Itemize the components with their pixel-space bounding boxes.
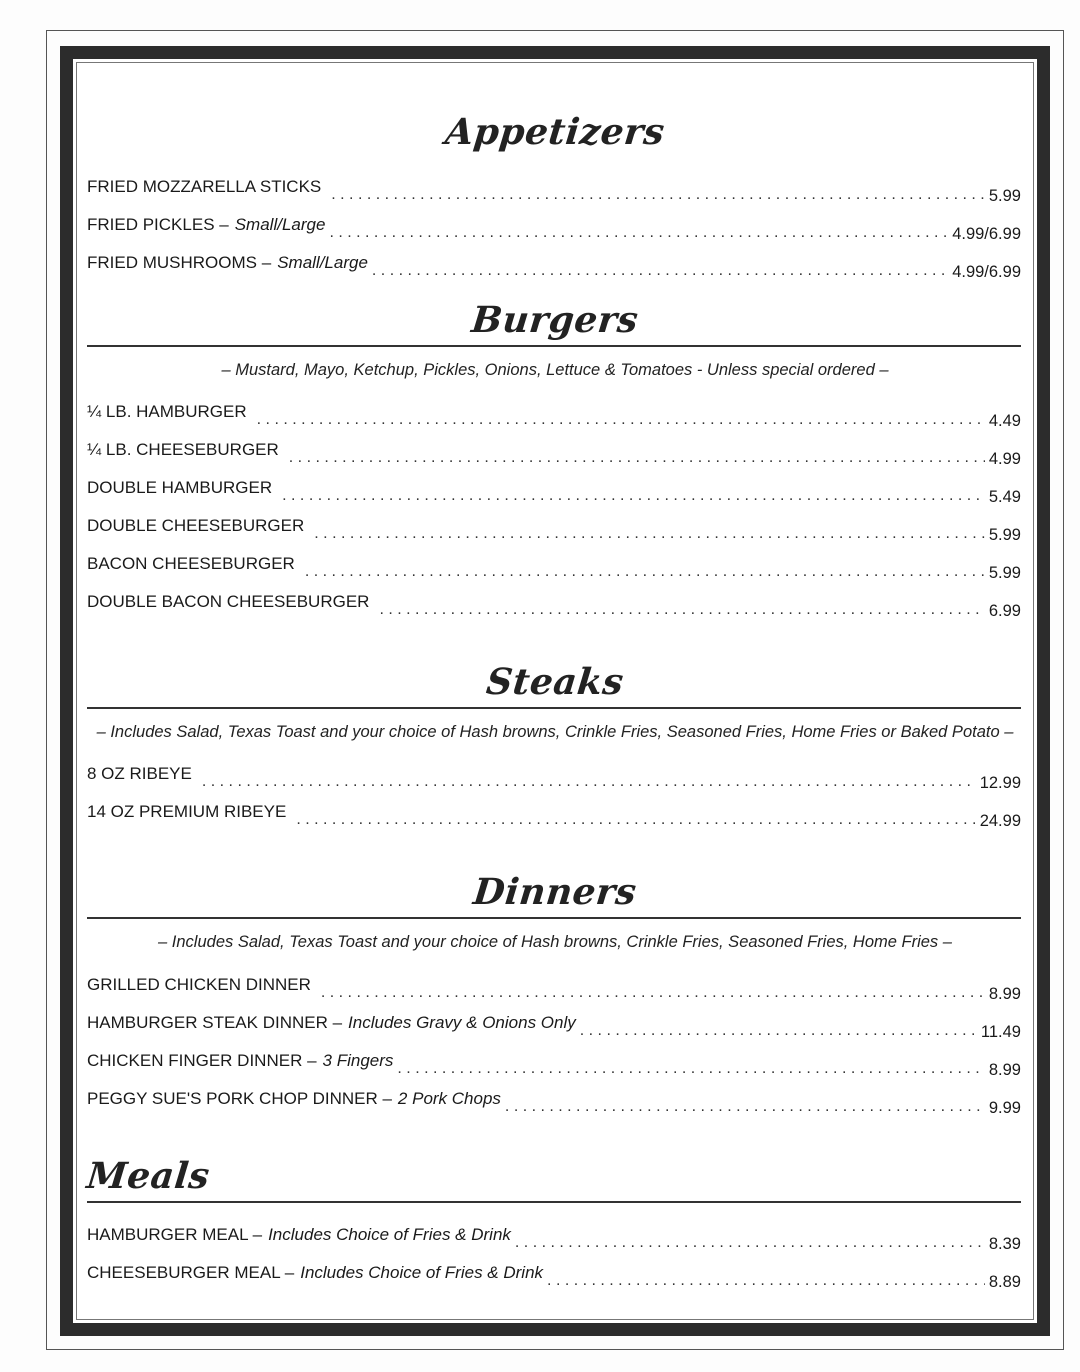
section-title-burgers: Burgers xyxy=(469,299,641,341)
item-name: FRIED PICKLES – xyxy=(87,215,229,234)
item-name: GRILLED CHICKEN DINNER xyxy=(87,975,311,994)
item-desc: Includes Gravy & Onions Only xyxy=(348,1013,576,1032)
item-price: 4.99/6.99 xyxy=(952,225,1021,243)
menu-item xyxy=(87,1051,1021,1079)
dot-leader xyxy=(547,1272,985,1290)
item-desc: Includes Choice of Fries & Drink xyxy=(300,1263,544,1282)
item-name: FRIED MUSHROOMS – xyxy=(87,253,272,272)
item-name: PEGGY SUE'S PORK CHOP DINNER – xyxy=(87,1089,392,1108)
item-name: DOUBLE CHEESEBURGER xyxy=(87,516,305,535)
item-name: DOUBLE HAMBURGER xyxy=(87,478,273,497)
item-price: 12.99 xyxy=(979,774,1021,792)
section-divider xyxy=(87,1201,1021,1203)
item-name: BACON CHEESEBURGER xyxy=(87,554,295,573)
section-title-steaks: Steaks xyxy=(484,661,626,703)
dot-leader xyxy=(372,262,948,280)
menu-content xyxy=(73,59,1037,1323)
item-name: HAMBURGER STEAK DINNER – xyxy=(87,1013,343,1032)
dot-leader xyxy=(314,525,985,543)
menu-item xyxy=(87,1225,1021,1253)
dot-leader xyxy=(397,1060,984,1078)
dot-leader xyxy=(580,1022,977,1040)
item-desc: Small/Large xyxy=(277,253,368,272)
menu-item xyxy=(87,1263,1021,1291)
item-price: 4.99/6.99 xyxy=(952,263,1021,281)
item-price: 8.39 xyxy=(988,1235,1021,1253)
item-desc: 3 Fingers xyxy=(322,1051,394,1070)
item-name: 8 OZ RIBEYE xyxy=(87,764,192,783)
menu-item xyxy=(87,1089,1021,1117)
menu-item xyxy=(87,764,1021,792)
item-price: 4.49 xyxy=(988,412,1021,430)
section-divider xyxy=(87,345,1021,347)
item-name: ¼ LB. CHEESEBURGER xyxy=(87,440,279,459)
menu-item xyxy=(87,402,1021,430)
section-note: – Includes Salad, Texas Toast and your choice of Hash browns, Crinkle Fries, Seasoned Fries, Home Fries or Baked Potato – xyxy=(96,723,1014,741)
menu-item xyxy=(87,802,1021,830)
section-title-meals: Meals xyxy=(84,1155,212,1197)
dot-leader xyxy=(289,449,985,467)
menu-item xyxy=(87,554,1021,582)
menu-item xyxy=(87,215,1021,243)
dot-leader xyxy=(296,811,975,829)
menu-item xyxy=(87,1013,1021,1041)
section-note: – Mustard, Mayo, Ketchup, Pickles, Onions, Lettuce & Tomatoes - Unless special ordered – xyxy=(221,361,889,379)
item-price: 5.99 xyxy=(988,526,1021,544)
menu-item xyxy=(87,478,1021,506)
dot-leader xyxy=(505,1098,985,1116)
item-name: FRIED MOZZARELLA STICKS xyxy=(87,177,322,196)
item-price: 8.99 xyxy=(988,1061,1021,1079)
item-price: 11.49 xyxy=(980,1023,1021,1041)
item-price: 6.99 xyxy=(988,602,1021,620)
item-name: ¼ LB. HAMBURGER xyxy=(87,402,247,421)
item-name: CHICKEN FINGER DINNER – xyxy=(87,1051,317,1070)
section-divider xyxy=(87,917,1021,919)
section-title-appetizers: Appetizers xyxy=(443,111,667,153)
item-price: 5.49 xyxy=(988,488,1021,506)
item-price: 5.99 xyxy=(988,187,1021,205)
dot-leader xyxy=(282,487,985,505)
item-price: 8.89 xyxy=(988,1273,1021,1291)
item-name: CHEESEBURGER MEAL – xyxy=(87,1263,295,1282)
menu-item xyxy=(87,177,1021,205)
item-price: 9.99 xyxy=(988,1099,1021,1117)
item-price: 8.99 xyxy=(988,985,1021,1003)
dot-leader xyxy=(329,224,948,242)
section-divider xyxy=(87,707,1021,709)
menu-item xyxy=(87,592,1021,620)
menu-item xyxy=(87,516,1021,544)
item-desc: 2 Pork Chops xyxy=(397,1089,501,1108)
dot-leader xyxy=(515,1234,985,1252)
section-note: – Includes Salad, Texas Toast and your choice of Hash browns, Crinkle Fries, Seasoned Fries, Home Fries – xyxy=(158,933,952,951)
menu-frame xyxy=(60,46,1050,1336)
section-title-dinners: Dinners xyxy=(471,871,639,913)
item-name: 14 OZ PREMIUM RIBEYE xyxy=(87,802,287,821)
item-desc: Includes Choice of Fries & Drink xyxy=(268,1225,511,1244)
dot-leader xyxy=(331,186,985,204)
item-price: 4.99 xyxy=(988,450,1021,468)
menu-item xyxy=(87,440,1021,468)
menu-item xyxy=(87,975,1021,1003)
dot-leader xyxy=(257,411,985,429)
dot-leader xyxy=(379,601,984,619)
item-desc: Small/Large xyxy=(234,215,326,234)
item-name: HAMBURGER MEAL – xyxy=(87,1225,263,1244)
item-price: 5.99 xyxy=(988,564,1021,582)
dot-leader xyxy=(305,563,985,581)
item-price: 24.99 xyxy=(979,812,1021,830)
menu-item xyxy=(87,253,1021,281)
item-name: DOUBLE BACON CHEESEBURGER xyxy=(87,592,370,611)
dot-leader xyxy=(321,984,985,1002)
dot-leader xyxy=(202,773,976,791)
